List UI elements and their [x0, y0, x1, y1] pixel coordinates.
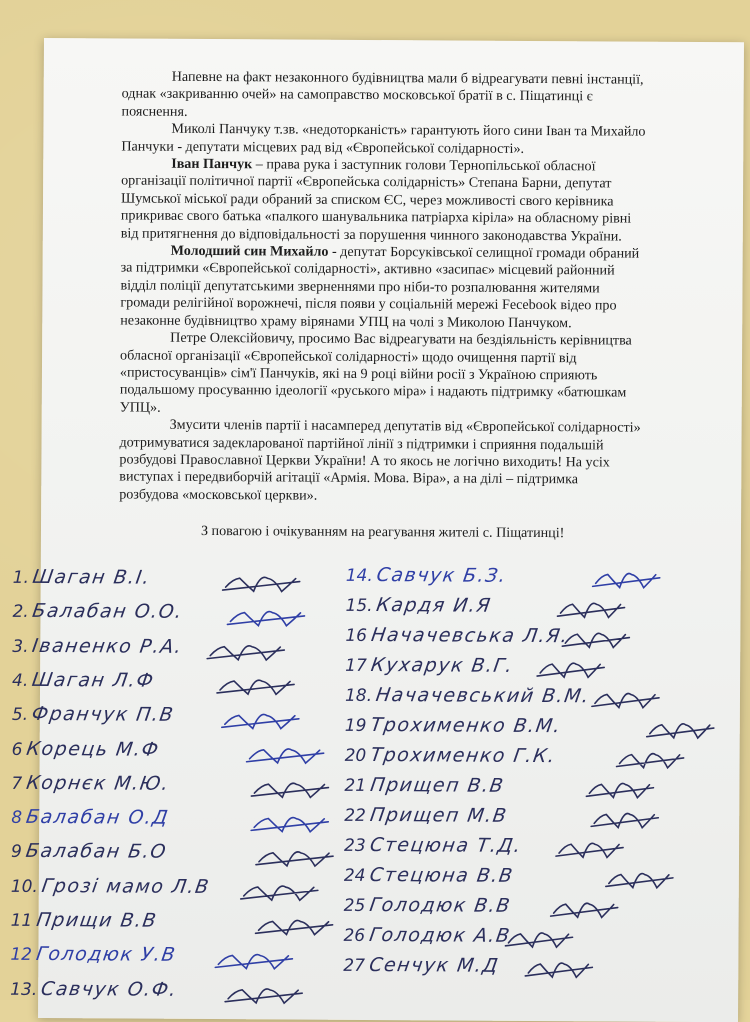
letter-line: громади релігійної ворожнечі, після появи у соціальній мережі Fecebook відео про: [120, 294, 617, 314]
letter-line-bold: Молодший син Михайло: [170, 242, 329, 260]
signature-scribble: [223, 577, 300, 592]
signature-name: Іваненко Р.А.: [30, 634, 185, 658]
signature-row: [345, 744, 556, 767]
signature-row: [13, 566, 151, 589]
signature-scribble: [251, 783, 328, 798]
signature-name: Сенчук М.Д: [367, 954, 501, 977]
signature-row: [343, 954, 501, 977]
letter-sheet: [10, 38, 744, 1022]
signature-scribble: [551, 903, 618, 917]
signature-row: [10, 943, 176, 966]
letter-line: Напевне на факт незаконного будівництва мали б відреагувати певні інстанції,: [171, 68, 644, 88]
signature-name: Стецюна Т.Д.: [368, 834, 523, 857]
signature-scribble: [215, 954, 292, 969]
signature-name: Голодюк А.В: [367, 924, 512, 947]
signature-name: Стецюна В.В: [367, 864, 515, 887]
signature-scribble: [247, 749, 324, 764]
letter-line: незаконне будівництво храму вірянами УПЦ на чолі з Миколою Панчуком.: [120, 312, 572, 331]
signature-name: Прищеп М.В: [368, 804, 509, 827]
letter-line: від притягнення до відповідальності за порушення чинного законодавства України.: [120, 225, 622, 245]
letter-line-bold: Іван Панчук: [171, 155, 253, 173]
signature-number: 13.: [10, 979, 38, 1000]
signature-scribble: [592, 693, 659, 707]
signature-scribble: [617, 753, 684, 767]
signature-name: Начачевський В.М.: [374, 684, 592, 708]
signature-scribble: [525, 963, 592, 977]
signature-scribble: [556, 843, 623, 857]
signature-scribble: [647, 724, 714, 738]
signature-number: 18.: [344, 685, 373, 707]
signature-scribble: [586, 783, 653, 797]
letter-closing: З повагою і очікуванням на реагування жителі с. Піщатинці!: [200, 522, 565, 542]
letter-line: Змусити членів партії і насамперед депутатів від «Європейської солідарності»: [169, 416, 641, 436]
signature-name: Корнєк М.Ю.: [24, 771, 171, 795]
letter-line-rest: - депутат Борсуківської селищної громади обраний: [328, 243, 640, 262]
signature-row: [12, 737, 160, 760]
signature-scribble: [505, 933, 572, 947]
signature-number: 14.: [345, 565, 373, 587]
letter-line: прикриває свого батька «палкого шанувальника патріарха кіріла» на обласному рівні: [120, 207, 632, 227]
letter-line: за підтримки «Європейської солідарності», активно «засипає» місцевий районний: [120, 259, 615, 279]
signature-number: 16: [345, 625, 368, 646]
signature-row: [346, 564, 507, 587]
signature-number: 26: [343, 925, 366, 946]
signature-name: Шаган В.І.: [31, 565, 153, 589]
signature-name: Франчук П.В: [30, 703, 177, 726]
signature-number: 2.: [12, 602, 29, 623]
letter-line: Миколі Панчуку т.зв. «недоторканість» гарантують його сини Іван та Михайло: [171, 120, 646, 140]
signature-scribble: [217, 680, 294, 695]
letter-line: «пристосуванців» сім'ї Панчуків, які на 9 році війни росії з Україною сприяють: [119, 364, 598, 384]
signature-scribble: [606, 873, 673, 887]
signature-name: Кардя И.Я: [374, 594, 493, 617]
letter-line: Панчуки - депутати місцевих рад від «Європейської солідарності».: [121, 138, 525, 157]
signature-number: 15.: [345, 595, 373, 617]
signature-scribble: [241, 886, 318, 901]
signature-row: [12, 703, 175, 726]
signature-row: [344, 804, 507, 827]
signature-row: [10, 977, 177, 1000]
signature-row: [11, 806, 169, 829]
signature-scribble: [256, 920, 333, 935]
signature-name: Голодюк В.В: [367, 894, 513, 917]
signature-name: Трохименко В.М.: [368, 714, 563, 738]
signature-number: 21: [344, 775, 367, 796]
signature-name: Начачевська Л.Я.: [369, 624, 570, 648]
signature-number: 19: [344, 715, 367, 736]
letter-line: Шумської міської ради обраний за списком ЄС, через можливості свого керівника: [120, 190, 614, 210]
signature-number: 24: [343, 865, 366, 886]
signature-row: [344, 834, 521, 857]
signature-scribble: [591, 813, 658, 827]
letter-line: організації політичної партії «Європейська солідарність» Степана Барни, депутат: [121, 172, 612, 192]
letter-line: обласної організації «Європейської солідарності» щодо очищення партії від: [120, 346, 577, 366]
signature-row: [11, 875, 210, 898]
signature-scribble: [557, 603, 624, 617]
signature-row: [345, 594, 491, 617]
letter-line: УПЦ».: [119, 399, 161, 416]
signature-number: 6: [11, 739, 23, 760]
signature-number: 17: [345, 655, 367, 676]
letter-line: розбудова «московської церкви».: [119, 486, 318, 504]
signature-name: Трохименко Г.К.: [368, 744, 558, 768]
signature-row: [344, 894, 511, 917]
signature-row: [344, 864, 513, 887]
signature-row: [345, 654, 513, 677]
signature-name: Грозі мамо Л.В: [40, 874, 212, 898]
signature-scribble: [593, 573, 660, 587]
signature-row: [344, 774, 504, 797]
signature-name: Балабан О.Д: [24, 806, 171, 829]
signature-scribble: [227, 611, 304, 626]
signature-number: 23: [344, 835, 366, 856]
signature-scribble: [222, 714, 299, 729]
signature-number: 27: [343, 955, 366, 976]
signature-row: [12, 634, 183, 657]
letter-line: Петре Олексійовичу, просимо Вас відреагувати на бездіяльність керівництва: [170, 329, 632, 349]
signature-name: Голодюк У.В: [34, 943, 178, 967]
signature-name: Балабан Б.О: [24, 840, 169, 864]
signature-number: 9: [10, 842, 22, 863]
signature-row: [345, 714, 561, 737]
letter-line: пояснення.: [121, 103, 188, 120]
signature-scribble: [251, 817, 328, 832]
signature-number: 12: [10, 945, 33, 966]
signature-scribble: [537, 663, 604, 677]
signature-number: 25: [343, 895, 366, 916]
signature-row: [11, 840, 167, 863]
signature-row: [12, 669, 155, 692]
signature-number: 7: [11, 773, 23, 794]
signature-name: Балабан О.О.: [31, 600, 185, 624]
signature-name: Корець М.Ф: [24, 737, 161, 761]
signature-row: [345, 624, 568, 647]
signature-row: [11, 772, 169, 795]
signature-row: [345, 684, 590, 707]
signature-scribble: [256, 852, 333, 867]
letter-line: подальшому просуванню ідеології «руського міра» і надають підтримку «батюшкам: [119, 381, 627, 401]
signature-row: [11, 909, 157, 932]
letter-line: розбудові Православної Церкви України! А то якось не логічно виходить! На усіх: [119, 451, 610, 471]
signature-number: 3.: [12, 636, 29, 657]
signature-number: 11: [10, 910, 33, 931]
signature-name: Шаган Л.Ф: [30, 668, 157, 692]
signature-name: Прищи В.В: [34, 908, 159, 932]
signature-number: 5.: [11, 705, 29, 726]
letter-line: виступах і передвиборчій агітації «Армія. Мова. Віра», а на ділі – підтримка: [119, 468, 579, 488]
signature-number: 8: [11, 807, 23, 828]
signature-name: Прищеп В.В: [368, 774, 506, 797]
letter-line: дотримуватися задекларованої партійної лінії з підтримки і сприяння подальшій: [119, 434, 604, 453]
signature-number: 20: [344, 745, 367, 766]
signature-row: [343, 924, 510, 947]
signature-name: Савчук Б.З.: [375, 564, 509, 587]
letter-line: відділ поліції депутатськими зверненнями про ніби-то розпалювання жителями: [120, 277, 600, 297]
signature-name: Кухарук В.Г.: [369, 654, 515, 677]
signature-name: Савчук О.Ф.: [39, 977, 179, 1001]
signature-number: 22: [344, 805, 366, 826]
letter-line: однак «закриванню очей» на самоправство московської братії в с. Піщатинці є: [121, 85, 593, 105]
signature-scribble: [562, 633, 629, 647]
signature-number: 10.: [10, 876, 38, 897]
signature-number: 4.: [12, 670, 29, 691]
letter-body: [119, 68, 750, 507]
signature-row: [12, 600, 183, 623]
signature-scribble: [225, 989, 302, 1004]
signature-number: 1.: [12, 567, 29, 588]
letter-line-rest: – права рука і заступник голови Тернопільської обласної: [252, 156, 596, 175]
signature-scribble: [207, 646, 284, 661]
